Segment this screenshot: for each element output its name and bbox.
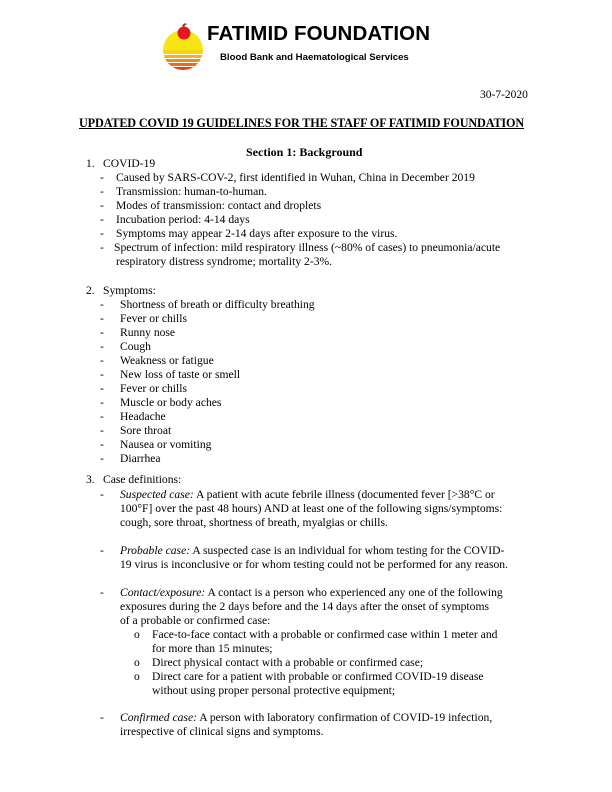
list-number: 1.: [86, 157, 95, 170]
dash-marker: -: [100, 340, 104, 353]
circle-bullet: o: [134, 670, 140, 683]
dash-marker: -: [100, 438, 104, 451]
definition-text: 100°F] over the past 48 hours) AND at least one of the following signs/symptoms:: [120, 502, 503, 515]
definition-term: Probable case:: [120, 544, 191, 557]
definition-confirmed-case: [120, 711, 492, 725]
list-item: Muscle or body aches: [120, 396, 222, 409]
section-heading: Section 1: Background: [246, 145, 363, 159]
list-item: Shortness of breath or difficulty breathing: [120, 298, 315, 311]
definition-text: of a probable or confirmed case:: [120, 614, 271, 627]
list-item: Weakness or fatigue: [120, 354, 214, 367]
list-item-continuation: respiratory distress syndrome; mortality 2-3%.: [116, 255, 333, 268]
list-heading: COVID-19: [103, 157, 156, 170]
definition-suspected-case: [120, 488, 495, 502]
dash-marker: -: [100, 424, 104, 437]
list-item: Cough: [120, 340, 151, 353]
list-number: 3.: [86, 473, 95, 486]
definition-text: exposures during the 2 days before and the 14 days after the onset of symptoms: [120, 600, 489, 613]
dash-marker: -: [100, 382, 104, 395]
definition-term: Confirmed case:: [120, 711, 197, 724]
dash-marker: -: [100, 171, 104, 184]
circle-bullet: o: [134, 656, 140, 669]
list-item: Fever or chills: [120, 312, 187, 325]
definition-contact-exposure: [120, 586, 503, 600]
definition-text: irrespective of clinical signs and symptoms.: [120, 725, 324, 738]
dash-marker: -: [100, 586, 104, 599]
list-item: Symptoms may appear 2-14 days after exposure to the virus.: [116, 227, 398, 240]
dash-marker: -: [100, 185, 104, 198]
definition-text: A suspected case is an individual for whom testing for the COVID-: [190, 544, 505, 557]
sub-list-item: Face-to-face contact with a probable or confirmed case within 1 meter and: [152, 628, 498, 641]
dash-marker: -: [100, 711, 104, 724]
dash-marker: -: [100, 227, 104, 240]
sub-list-item: Direct physical contact with a probable or confirmed case;: [152, 656, 424, 669]
definition-text: cough, sore throat, shortness of breath, myalgias or chills.: [120, 516, 388, 529]
dash-marker: -: [100, 354, 104, 367]
dash-marker: -: [100, 396, 104, 409]
dash-marker: -: [100, 213, 104, 226]
dash-marker: -: [100, 368, 104, 381]
dash-marker: -: [100, 298, 104, 311]
definition-term: Contact/exposure:: [120, 586, 206, 599]
definition-text: 19 virus is inconclusive or for whom testing could not be performed for any reason.: [120, 558, 508, 571]
definition-probable-case: [120, 544, 504, 558]
document-date: 30-7-2020: [480, 89, 528, 101]
list-item: Nausea or vomiting: [120, 438, 212, 451]
dash-marker: -: [100, 488, 104, 501]
definition-term: Suspected case:: [120, 488, 194, 501]
dash-marker: -: [100, 326, 104, 339]
definition-text: A contact is a person who experienced any one of the following: [205, 586, 503, 599]
list-item: Caused by SARS-COV-2, first identified in Wuhan, China in December 2019: [116, 171, 475, 184]
fatimid-logo-icon: [158, 18, 208, 72]
definition-text: A person with laboratory confirmation of COVID-19 infection,: [196, 711, 493, 724]
list-item: Transmission: human-to-human.: [116, 185, 267, 198]
dash-marker: -: [100, 410, 104, 423]
list-item: Fever or chills: [120, 382, 187, 395]
list-item: Diarrhea: [120, 452, 161, 465]
list-heading: Case definitions:: [103, 473, 182, 486]
sub-list-item: Direct care for a patient with probable or confirmed COVID-19 disease: [152, 670, 484, 683]
list-item: New loss of taste or smell: [120, 368, 241, 381]
list-item: Incubation period: 4-14 days: [116, 213, 250, 226]
list-item: Spectrum of infection: mild respiratory illness (~80% of cases) to pneumonia/acute: [114, 241, 501, 254]
dash-marker: -: [100, 452, 104, 465]
list-item: Runny nose: [120, 326, 176, 339]
dash-marker: -: [100, 544, 104, 557]
list-item: Modes of transmission: contact and droplets: [116, 199, 322, 212]
dash-marker: -: [100, 312, 104, 325]
sub-list-item-continuation: without using proper personal protective equipment;: [152, 684, 396, 697]
list-item: Headache: [120, 410, 166, 423]
org-subtitle: Blood Bank and Haematological Services: [220, 52, 409, 63]
list-heading: Symptoms:: [103, 284, 156, 297]
list-item: Sore throat: [120, 424, 172, 437]
org-name: FATIMID FOUNDATION: [207, 22, 431, 45]
list-number: 2.: [86, 284, 95, 297]
dash-marker: -: [100, 241, 104, 254]
document-title: UPDATED COVID 19 GUIDELINES FOR THE STAFF OF FATIMID FOUNDATION: [79, 116, 525, 130]
sub-list-item-continuation: for more than 15 minutes;: [152, 642, 273, 655]
definition-text: A patient with acute febrile illness (documented fever [>38°C or: [193, 488, 495, 501]
circle-bullet: o: [134, 628, 140, 641]
dash-marker: -: [100, 199, 104, 212]
